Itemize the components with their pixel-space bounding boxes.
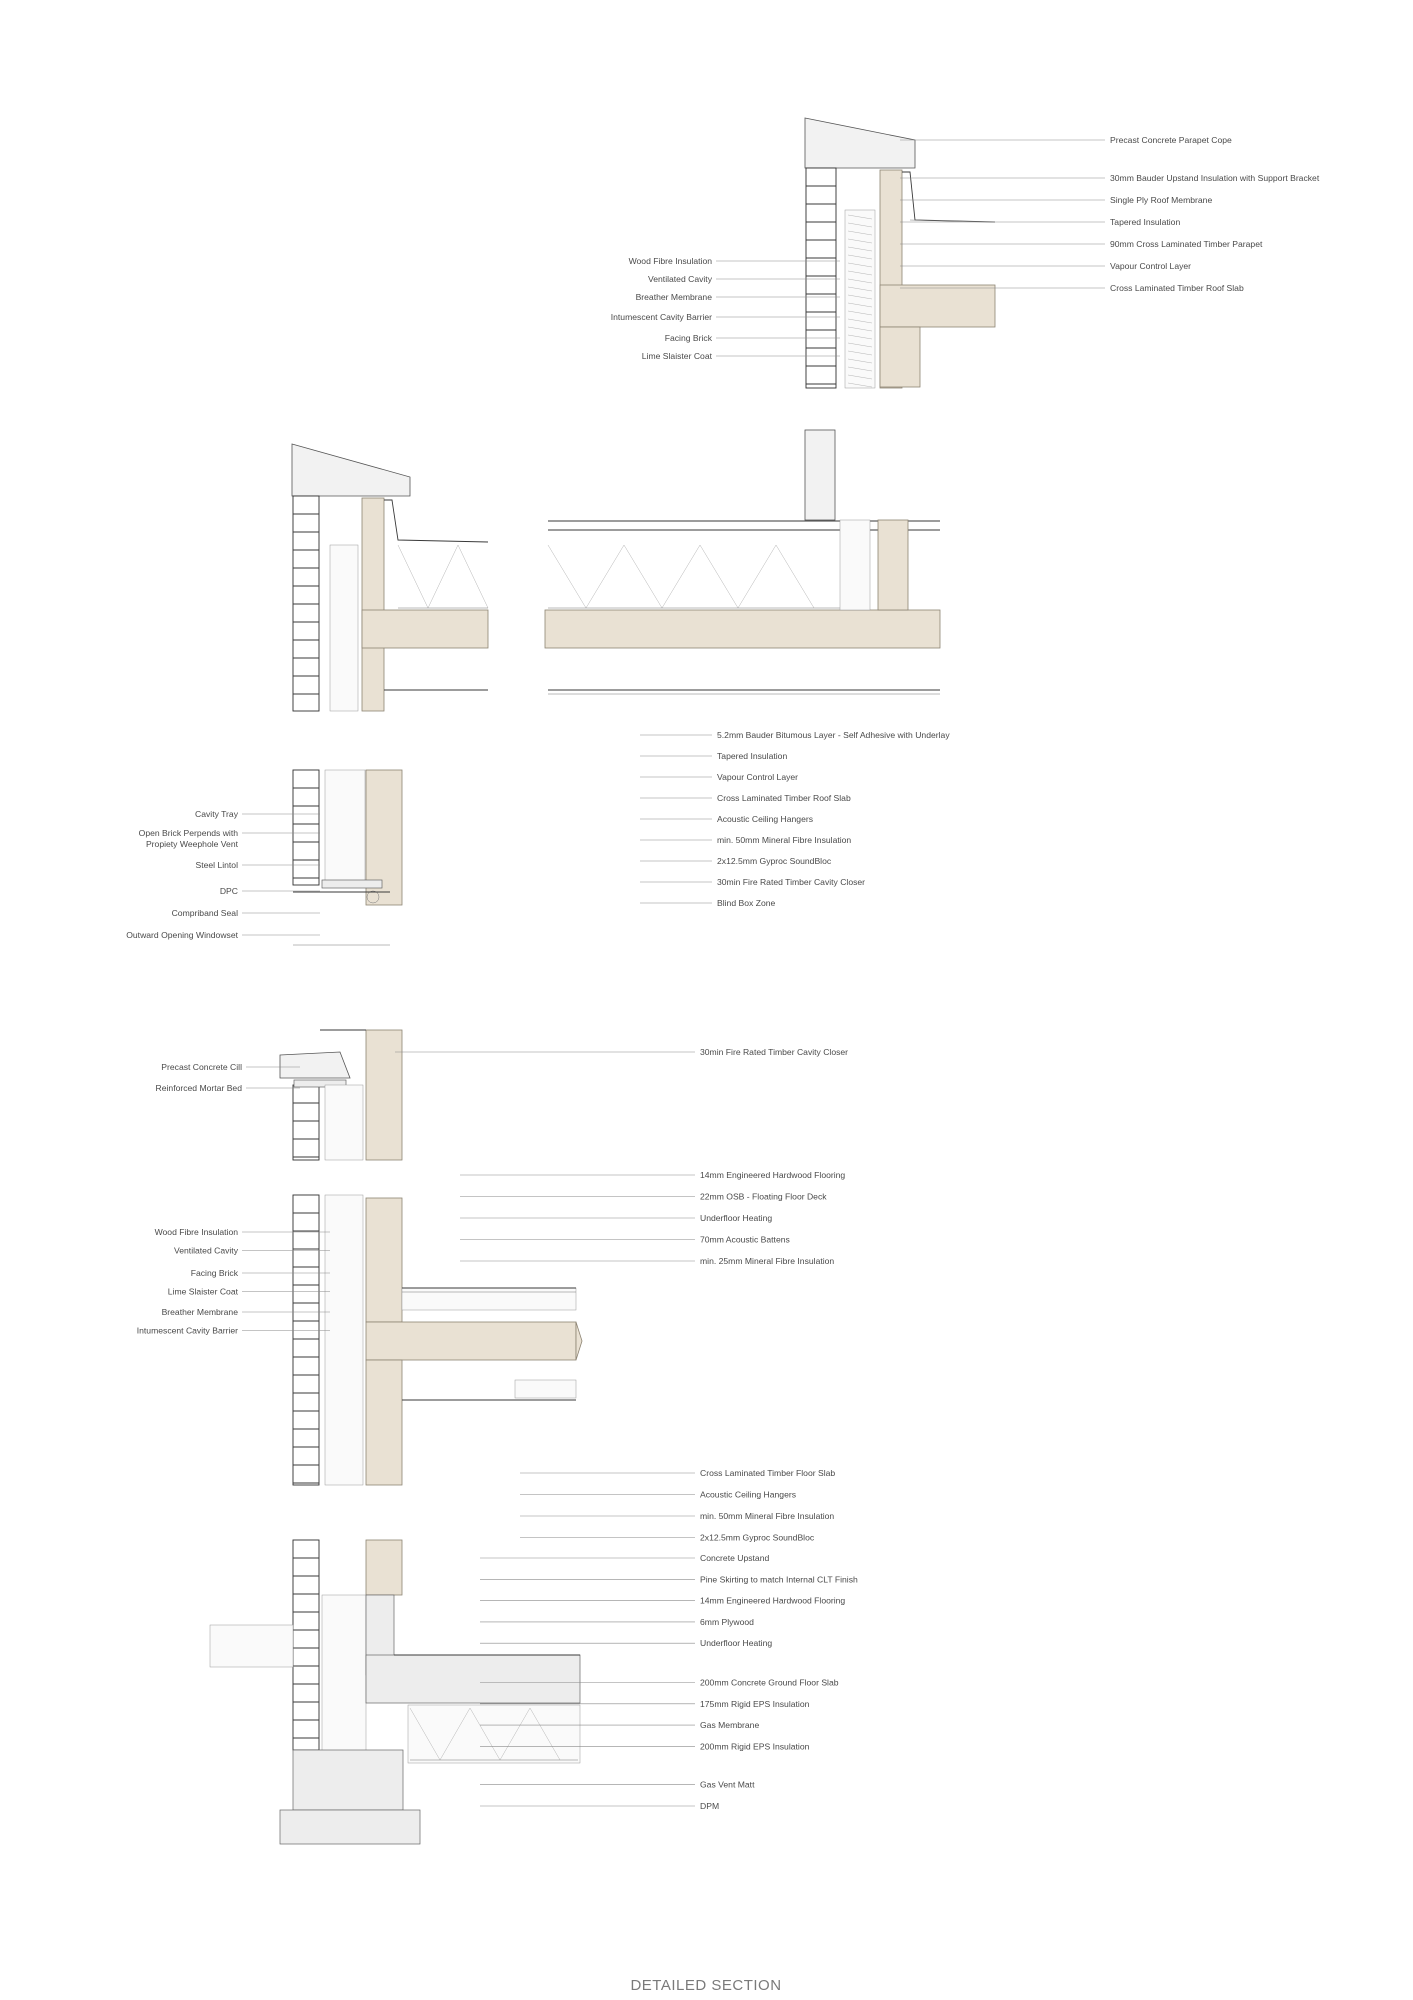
foundation-block: [293, 1750, 403, 1810]
floor-wood-fibre: [325, 1195, 363, 1485]
annotation-label: 90mm Cross Laminated Timber Parapet: [1110, 239, 1263, 249]
roof-cope: [292, 444, 410, 496]
window-head-brick: [293, 770, 319, 885]
floor-clt-slab-end: [576, 1322, 582, 1360]
parapet-membrane: [902, 172, 995, 222]
window-head-detail: [293, 770, 402, 945]
annotation-label: Intumescent Cavity Barrier: [610, 312, 712, 322]
insulation-zigzag: [398, 545, 488, 608]
annotation-label: 30min Fire Rated Timber Cavity Closer: [700, 1047, 849, 1057]
insulation-zigzag: [548, 545, 814, 608]
drawing-title: DETAILED SECTION: [630, 1977, 782, 1994]
labels-window-head: [126, 809, 320, 940]
parapet-cope: [805, 118, 915, 168]
annotation-label: Tapered Insulation: [1110, 217, 1181, 227]
annotation-label: Facing Brick: [190, 1268, 238, 1278]
annotation-label: Intumescent Cavity Barrier: [136, 1325, 238, 1336]
annotation-label: 6mm Plywood: [700, 1616, 754, 1627]
roof-wood-fibre: [330, 545, 358, 711]
annotation-label: Steel Lintol: [195, 860, 238, 870]
annotation-label: Underfloor Heating: [700, 1213, 773, 1223]
annotation-label: Ventilated Cavity: [173, 1245, 238, 1256]
annotation-label: 2x12.5mm Gyproc SoundBloc: [700, 1532, 815, 1543]
roof-clt-upstand: [362, 498, 384, 711]
annotation-label: Compriband Seal: [171, 908, 238, 918]
annotation-label: 200mm Rigid EPS Insulation: [700, 1741, 810, 1752]
cill-brick-wall: [293, 1085, 319, 1160]
annotation-label: Lime Slaister Coat: [641, 351, 712, 361]
annotation-label: Wood Fibre Insulation: [154, 1227, 238, 1237]
roof-central-tapered-insulation: [548, 545, 840, 608]
cill-clt-wall: [366, 1030, 402, 1160]
annotation-label: Cross Laminated Timber Floor Slab: [700, 1468, 836, 1478]
annotation-label: 200mm Concrete Ground Floor Slab: [700, 1677, 839, 1688]
annotation-label: Open Brick Perpends with: [138, 828, 238, 838]
annotation-label: Vapour Control Layer: [717, 772, 799, 782]
annotation-label: Underfloor Heating: [700, 1638, 773, 1649]
annotation-label: Precast Concrete Parapet Cope: [1110, 135, 1232, 145]
precast-concrete-cill: [280, 1052, 350, 1078]
steel-lintol: [322, 880, 382, 888]
parapet-detail: [805, 118, 995, 388]
annotation-label: min. 50mm Mineral Fibre Insulation: [717, 835, 852, 845]
annotation-label: Gas Vent Matt: [700, 1779, 755, 1790]
annotation-label: Outward Opening Windowset: [126, 930, 238, 940]
annotation-label: Tapered Insulation: [717, 751, 788, 761]
annotation-label: Propiety Weephole Vent: [145, 839, 238, 849]
annotation-label: 2x12.5mm Gyproc SoundBloc: [717, 856, 832, 866]
annotation-label: Concrete Upstand: [700, 1553, 770, 1563]
labels-roof: [640, 730, 950, 908]
annotation-label: Single Ply Roof Membrane: [1110, 195, 1213, 205]
annotation-label: Vapour Control Layer: [1110, 261, 1192, 271]
annotation-label: Gas Membrane: [700, 1720, 760, 1731]
annotation-label: 70mm Acoustic Battens: [700, 1234, 790, 1245]
annotation-label: Precast Concrete Cill: [161, 1062, 242, 1072]
annotation-label: Breather Membrane: [161, 1307, 238, 1317]
labels-floor-top: [460, 1170, 845, 1266]
annotation-label: 30min Fire Rated Timber Cavity Closer: [717, 877, 866, 887]
annotation-label: Blind Box Zone: [717, 898, 776, 908]
annotation-label: Wood Fibre Insulation: [628, 256, 712, 266]
roof-brick-wall: [293, 496, 319, 711]
annotation-label: 30mm Bauder Upstand Insulation with Support Bracket: [1110, 173, 1320, 183]
annotation-label: Acoustic Ceiling Hangers: [700, 1489, 797, 1500]
annotation-label: Reinforced Mortar Bed: [155, 1083, 242, 1093]
annotation-label: Facing Brick: [664, 333, 712, 343]
roof-membrane-left: [384, 500, 488, 542]
window-cill-detail: [280, 1030, 402, 1160]
annotation-label: DPC: [219, 886, 238, 896]
roof-clt-slab-left: [362, 610, 488, 648]
roof-central-cavity: [840, 520, 870, 610]
annotation-label: min. 25mm Mineral Fibre Insulation: [700, 1256, 835, 1266]
roof-eaves-detail: [292, 444, 488, 711]
rigid-eps-insulation: [408, 1705, 580, 1763]
labels-parapet-right: [900, 135, 1320, 293]
floor-deck: [402, 1288, 576, 1310]
parapet-clt-wall: [880, 327, 920, 387]
annotation-label: Pine Skirting to match Internal CLT Finish: [700, 1574, 858, 1585]
labels-cill-left: [156, 1062, 300, 1093]
ground-brick-wall: [293, 1540, 319, 1750]
cill-insulation: [325, 1085, 363, 1160]
intermediate-floor-detail: [293, 1195, 582, 1485]
foundation-footing: [280, 1810, 420, 1844]
parapet-brick-wall: [806, 168, 836, 388]
floor-clt-slab: [366, 1322, 576, 1360]
annotation-label: 22mm OSB - Floating Floor Deck: [700, 1191, 827, 1202]
annotation-label: Acoustic Ceiling Hangers: [717, 814, 814, 824]
ground-clt-wall: [366, 1540, 402, 1595]
annotation-label: Ventilated Cavity: [647, 274, 712, 284]
labels-floor-bottom: [520, 1468, 835, 1543]
annotation-label: Cavity Tray: [195, 809, 238, 819]
external-paving: [210, 1625, 293, 1667]
floor-brick-wall: [293, 1195, 319, 1485]
labels-cill-right: [395, 1047, 848, 1057]
annotation-label: min. 50mm Mineral Fibre Insulation: [700, 1511, 835, 1521]
roof-tapered-insulation-left: [398, 545, 488, 608]
concrete-ground-floor-slab: [366, 1655, 580, 1703]
annotation-label: Cross Laminated Timber Roof Slab: [717, 793, 851, 803]
floor-clt-wall-upper: [366, 1198, 402, 1322]
annotation-label: Cross Laminated Timber Roof Slab: [1110, 283, 1244, 293]
roof-central-detail: [545, 430, 940, 694]
annotation-label: 14mm Engineered Hardwood Flooring: [700, 1170, 846, 1180]
window-head-insulation: [325, 770, 365, 885]
annotation-label: 14mm Engineered Hardwood Flooring: [700, 1595, 846, 1606]
ground-floor-detail: [210, 1540, 580, 1844]
annotation-label: Breather Membrane: [635, 292, 712, 302]
floor-ceiling-insulation: [515, 1380, 576, 1398]
annotation-label: 5.2mm Bauder Bitumous Layer - Self Adhesive with Underlay: [717, 730, 950, 740]
annotation-label: Lime Slaister Coat: [167, 1286, 238, 1297]
annotation-label: 175mm Rigid EPS Insulation: [700, 1698, 810, 1709]
roof-central-clt-wall: [878, 520, 908, 610]
floor-clt-wall-lower: [366, 1360, 402, 1485]
parapet-clt-roof-slab: [880, 285, 995, 327]
roof-central-upper-wall: [805, 430, 835, 520]
annotation-label: DPM: [700, 1801, 720, 1811]
roof-central-clt-slab: [545, 610, 940, 648]
